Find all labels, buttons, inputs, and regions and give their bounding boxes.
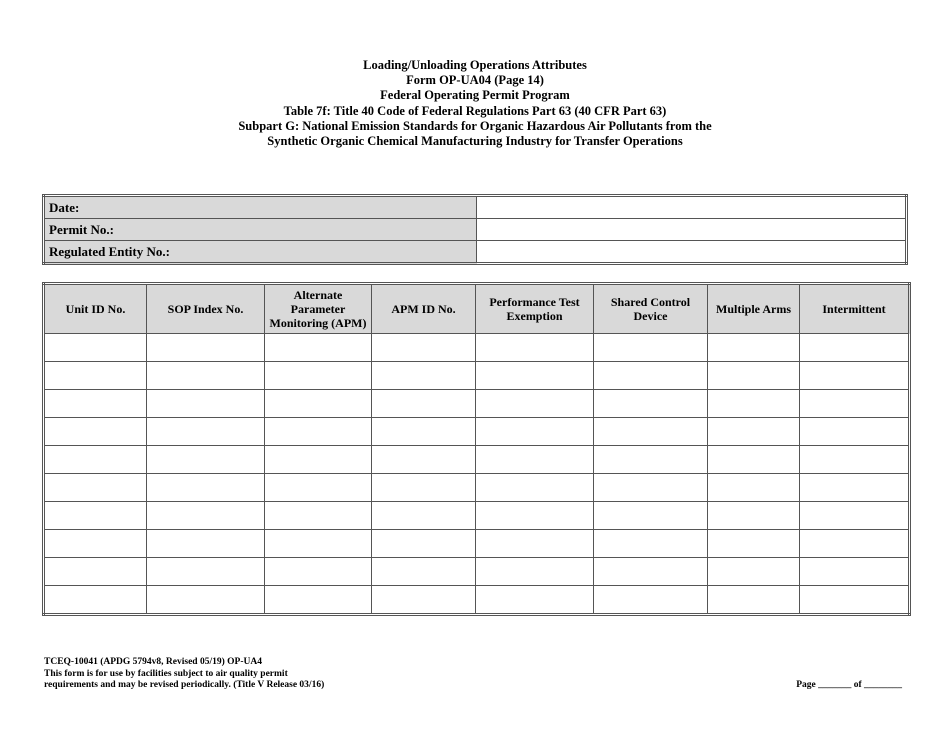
table-header-row [44, 284, 910, 334]
date-field[interactable] [477, 196, 907, 219]
table-cell[interactable] [372, 558, 476, 586]
table-cell[interactable] [44, 558, 147, 586]
table-row [44, 334, 910, 362]
table-cell[interactable] [594, 530, 708, 558]
table-cell[interactable] [372, 418, 476, 446]
table-cell[interactable] [476, 334, 594, 362]
table-cell[interactable] [594, 334, 708, 362]
table-cell[interactable] [265, 530, 372, 558]
permit-label: Permit No.: [44, 219, 477, 241]
table-row [44, 558, 910, 586]
table-cell[interactable] [265, 418, 372, 446]
table-cell[interactable] [147, 558, 265, 586]
table-cell[interactable] [44, 474, 147, 502]
table-cell[interactable] [372, 446, 476, 474]
footer-note-line1: This form is for use by facilities subject to air quality permit [44, 668, 288, 679]
table-cell[interactable] [44, 446, 147, 474]
table-cell[interactable] [147, 362, 265, 390]
table-cell[interactable] [708, 418, 800, 446]
table-cell[interactable] [594, 362, 708, 390]
table-cell[interactable] [265, 586, 372, 615]
table-cell[interactable] [372, 502, 476, 530]
table-cell[interactable] [265, 446, 372, 474]
col-shared-control: Shared Control Device [594, 284, 708, 334]
table-cell[interactable] [147, 446, 265, 474]
permit-row [44, 219, 907, 241]
table-cell[interactable] [800, 390, 910, 418]
footer-notes [44, 657, 324, 692]
entity-field[interactable] [477, 241, 907, 264]
table-row [44, 418, 910, 446]
entity-row [44, 241, 907, 264]
table-cell[interactable] [708, 502, 800, 530]
table-cell[interactable] [476, 446, 594, 474]
col-sop-index: SOP Index No. [147, 284, 265, 334]
table-cell[interactable] [476, 390, 594, 418]
form-number: Form OP-UA04 (Page 14) [406, 73, 544, 88]
col-apm-id: APM ID No. [372, 284, 476, 334]
col-apm: Alternate Parameter Monitoring (APM) [265, 284, 372, 334]
table-cell[interactable] [800, 558, 910, 586]
table-cell[interactable] [147, 418, 265, 446]
form-title-block [0, 58, 950, 149]
table-cell[interactable] [44, 530, 147, 558]
table-cell[interactable] [147, 586, 265, 615]
table-cell[interactable] [476, 586, 594, 615]
table-cell[interactable] [708, 530, 800, 558]
table-cell[interactable] [594, 586, 708, 615]
table-row [44, 362, 910, 390]
table-cell[interactable] [800, 334, 910, 362]
table-cell[interactable] [708, 334, 800, 362]
table-cell[interactable] [372, 390, 476, 418]
table-cell[interactable] [594, 558, 708, 586]
table-cell[interactable] [476, 530, 594, 558]
table-cell[interactable] [476, 474, 594, 502]
table-title: Table 7f: Title 40 Code of Federal Regulations Part 63 (40 CFR Part 63) [283, 103, 667, 118]
col-unit-id: Unit ID No. [44, 284, 147, 334]
entity-label: Regulated Entity No.: [44, 241, 477, 264]
table-row [44, 502, 910, 530]
table-cell[interactable] [147, 390, 265, 418]
table-cell[interactable] [800, 474, 910, 502]
table-cell[interactable] [265, 502, 372, 530]
date-row [44, 196, 907, 219]
table-row [44, 390, 910, 418]
table-cell[interactable] [708, 474, 800, 502]
table-cell[interactable] [476, 502, 594, 530]
table-cell[interactable] [594, 446, 708, 474]
table-row [44, 474, 910, 502]
table-cell[interactable] [800, 502, 910, 530]
form-id: TCEQ-10041 (APDG 5794v8, Revised 05/19) OP-UA4 [44, 657, 262, 667]
program-name: Federal Operating Permit Program [380, 88, 570, 103]
table-cell[interactable] [476, 362, 594, 390]
table-cell[interactable] [476, 418, 594, 446]
date-label: Date: [44, 196, 477, 219]
table-cell[interactable] [147, 474, 265, 502]
table-cell[interactable] [265, 474, 372, 502]
table-cell[interactable] [44, 418, 147, 446]
table-cell[interactable] [594, 502, 708, 530]
table-cell[interactable] [265, 390, 372, 418]
table-cell[interactable] [372, 586, 476, 615]
attributes-table [42, 282, 911, 616]
table-cell[interactable] [44, 362, 147, 390]
table-cell[interactable] [708, 558, 800, 586]
table-row [44, 530, 910, 558]
table-cell[interactable] [594, 474, 708, 502]
table-cell[interactable] [800, 418, 910, 446]
table-cell[interactable] [708, 362, 800, 390]
col-intermittent: Intermittent [800, 284, 910, 334]
col-multiple-arms: Multiple Arms [708, 284, 800, 334]
table-cell[interactable] [372, 362, 476, 390]
table-cell[interactable] [476, 558, 594, 586]
table-cell[interactable] [44, 390, 147, 418]
table-cell[interactable] [594, 390, 708, 418]
table-cell[interactable] [594, 418, 708, 446]
table-cell[interactable] [147, 530, 265, 558]
footer-note-line2: requirements and may be revised periodically. (Title V Release 03/16) [44, 680, 325, 691]
table-cell[interactable] [265, 558, 372, 586]
table-cell[interactable] [44, 334, 147, 362]
page-number: Page _______ of ________ [796, 680, 902, 690]
subpart-title-line1: Subpart G: National Emission Standards for Organic Hazardous Air Pollutants from the [238, 118, 712, 133]
table-cell[interactable] [147, 334, 265, 362]
subpart-title-line2: Synthetic Organic Chemical Manufacturing Industry for Transfer Operations [267, 134, 683, 149]
col-performance-test: Performance Test Exemption [476, 284, 594, 334]
table-cell[interactable] [44, 502, 147, 530]
permit-field[interactable] [477, 219, 907, 241]
table-cell[interactable] [708, 390, 800, 418]
table-cell[interactable] [708, 586, 800, 615]
table-cell[interactable] [265, 334, 372, 362]
table-cell[interactable] [265, 362, 372, 390]
table-cell[interactable] [800, 446, 910, 474]
table-cell[interactable] [372, 334, 476, 362]
table-cell[interactable] [708, 446, 800, 474]
info-table [42, 194, 908, 265]
table-cell[interactable] [372, 530, 476, 558]
table-cell[interactable] [44, 586, 147, 615]
table-cell[interactable] [800, 362, 910, 390]
table-body [44, 334, 910, 615]
table-row [44, 586, 910, 615]
table-cell[interactable] [800, 586, 910, 615]
form-title: Loading/Unloading Operations Attributes [363, 58, 587, 72]
table-row [44, 446, 910, 474]
table-cell[interactable] [800, 530, 910, 558]
table-cell[interactable] [372, 474, 476, 502]
table-cell[interactable] [147, 502, 265, 530]
